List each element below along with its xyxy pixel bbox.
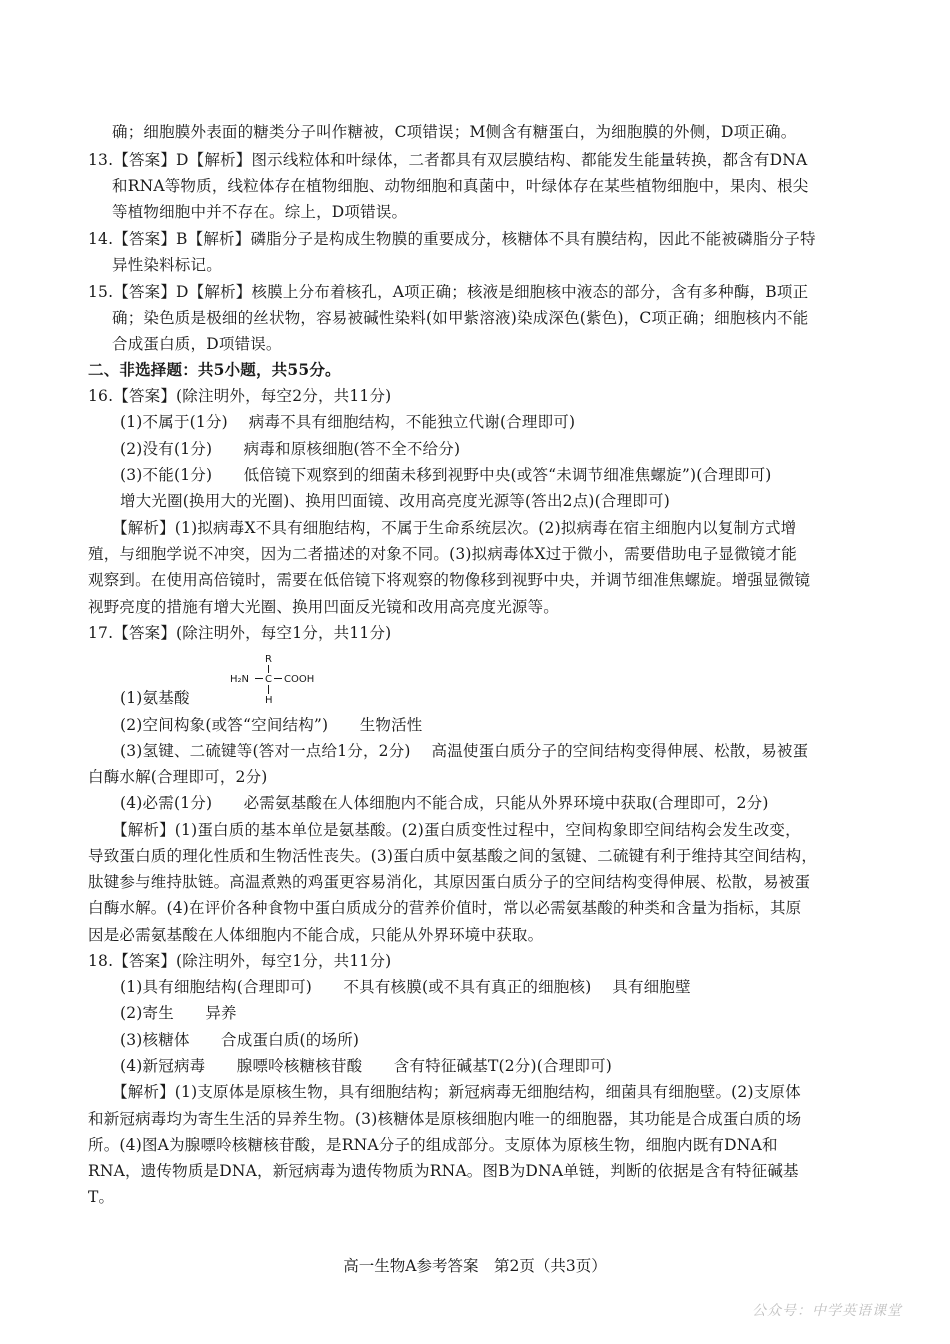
formula-cooh: COOH xyxy=(284,674,315,685)
text-line: 确；染色质是极细的丝状物，容易被碱性染料(如甲紫溶液)染成深色(紫色)，C项正确；细胞核内不能 xyxy=(112,309,809,327)
text-line: (1)具有细胞结构(合理即可) 不具有核膜(或不具有真正的细胞核) 具有细胞壁 xyxy=(120,978,691,996)
text-line: 所。(4)图A为腺嘌呤核糖核苷酸，是RNA分子的组成部分。支原体为原核生物，细胞内既有DNA和 xyxy=(88,1136,778,1154)
text-line: 合成蛋白质，D项错误。 xyxy=(112,335,282,353)
text-line: 殖，与细胞学说不冲突，因为二者描述的对象不同。(3)拟病毒体X过于微小，需要借助电子显微镜才能 xyxy=(88,545,797,563)
text-line: (3)氢键、二硫键等(答对一点给1分，2分) 高温使蛋白质分子的空间结构变得伸展、松散，易被蛋 xyxy=(120,742,809,760)
text-line: 和RNA等物质，线粒体存在植物细胞、动物细胞和真菌中，叶绿体存在某些植物细胞中，果肉、根尖 xyxy=(112,177,809,195)
text-line: 异性染料标记。 xyxy=(112,256,222,274)
text-line: (1)氨基酸 xyxy=(120,689,190,707)
text-line: 17.【答案】(除注明外，每空1分，共11分) xyxy=(88,624,392,642)
text-line: (3)不能(1分) 低倍镜下观察到的细菌未移到视野中央(或答“未调节细准焦螺旋”)(合理即可) xyxy=(120,466,772,484)
text-line: 增大光圈(换用大的光圈)、换用凹面镜、改用高亮度光源等(答出2点)(合理即可) xyxy=(120,492,670,510)
text-line: 16.【答案】(除注明外，每空2分，共11分) xyxy=(88,387,392,405)
formula-r: R xyxy=(265,654,272,665)
text-line: 白酶水解(合理即可，2分) xyxy=(88,768,268,786)
text-line: (2)空间构象(或答“空间结构”) 生物活性 xyxy=(120,716,423,734)
page-footer: 高一生物A参考答案 第2页（共3页） xyxy=(343,1257,607,1275)
text-line: 视野亮度的措施有增大光圈、换用凹面反光镜和改用高亮度光源等。 xyxy=(88,598,560,616)
amino-acid-structure-formula xyxy=(230,652,330,706)
text-line: 确；细胞膜外表面的糖类分子叫作糖被，C项错误；M侧含有糖蛋白，为细胞膜的外侧，D项正确。 xyxy=(112,123,797,141)
text-line: (3)核糖体 合成蛋白质(的场所) xyxy=(120,1031,360,1049)
text-line: 观察到。在使用高倍镜时，需要在低倍镜下将观察的物像移到视野中央，并调节细准焦螺旋。增强显微镜 xyxy=(88,571,811,589)
text-line: 导致蛋白质的理化性质和生物活性丧失。(3)蛋白质中氨基酸之间的氢键、二硫键有利于维持其空间结构， xyxy=(88,847,818,865)
section-heading: 二、非选择题：共5小题，共55分。 xyxy=(88,360,341,379)
text-line: 【解析】(1)拟病毒X不具有细胞结构，不属于生命系统层次。(2)拟病毒在宿主细胞内以复制方式增 xyxy=(112,519,797,537)
text-line: RNA，遗传物质是DNA，新冠病毒为遗传物质为RNA。图B为DNA单链，判断的依据是含有特征碱基 xyxy=(88,1162,799,1180)
formula-h: H xyxy=(265,695,273,706)
watermark: 公众号：中学英语课堂 xyxy=(752,1303,902,1319)
text-line: 13.【答案】D【解析】图示线粒体和叶绿体，二者都具有双层膜结构、都能发生能量转换，都含有DNA xyxy=(88,151,808,169)
text-line: 14.【答案】B【解析】磷脂分子是构成生物膜的重要成分，核糖体不具有膜结构，因此不能被磷脂分子特 xyxy=(88,230,816,248)
text-line: (4)新冠病毒 腺嘌呤核糖核苷酸 含有特征碱基T(2分)(合理即可) xyxy=(120,1057,613,1075)
text-line: 白酶水解。(4)在评价各种食物中蛋白质成分的营养价值时，常以必需氨基酸的种类和含量为指标，其原 xyxy=(88,899,802,917)
text-line: 18.【答案】(除注明外，每空1分，共11分) xyxy=(88,952,392,970)
text-line: 肽键参与维持肽链。高温煮熟的鸡蛋更容易消化，其原因蛋白质分子的空间结构变得伸展、松散，易被蛋 xyxy=(88,873,811,891)
formula-c: C xyxy=(265,674,272,685)
text-line: T。 xyxy=(88,1188,115,1206)
text-line: 【解析】(1)蛋白质的基本单位是氨基酸。(2)蛋白质变性过程中，空间构象即空间结构会发生改变， xyxy=(112,821,801,839)
text-line: 等植物细胞中并不存在。综上，D项错误。 xyxy=(112,203,408,221)
text-line: 15.【答案】D【解析】核膜上分布着核孔，A项正确；核液是细胞核中液态的部分，含有多种酶，B项正 xyxy=(88,283,809,301)
text-line: (4)必需(1分) 必需氨基酸在人体细胞内不能合成，只能从外界环境中获取(合理即可，2分) xyxy=(120,794,769,812)
text-line: (2)没有(1分) 病毒和原核细胞(答不全不给分) xyxy=(120,440,461,458)
text-line: 因是必需氨基酸在人体细胞内不能合成，只能从外界环境中获取。 xyxy=(88,926,544,944)
text-line: 和新冠病毒均为寄生生活的异养生物。(3)核糖体是原核细胞内唯一的细胞器，其功能是合成蛋白质的场 xyxy=(88,1110,802,1128)
text-line: (2)寄生 异养 xyxy=(120,1004,237,1022)
text-line: (1)不属于(1分) 病毒不具有细胞结构，不能独立代谢(合理即可) xyxy=(120,413,576,431)
formula-nh2: H₂N xyxy=(230,674,250,685)
text-line: 【解析】(1)支原体是原核生物，具有细胞结构；新冠病毒无细胞结构，细菌具有细胞壁。(2)支原体 xyxy=(112,1083,801,1101)
